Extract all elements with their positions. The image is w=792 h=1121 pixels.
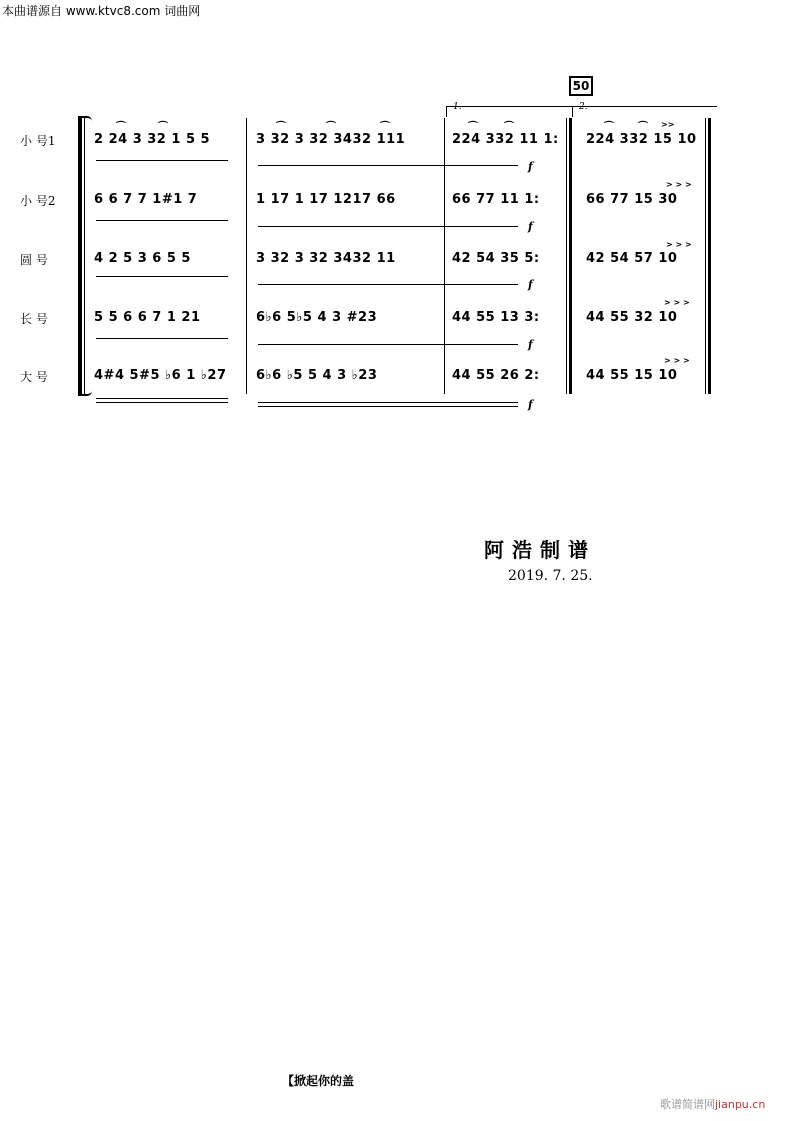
accent-icon: > > > <box>664 356 690 365</box>
dynamic-mark: f <box>528 398 533 411</box>
staff3-measure4: 42 54 57 10 <box>586 251 678 266</box>
volta-first: 1. <box>446 106 575 117</box>
footer-song-title: 【掀起你的盖 <box>282 1074 355 1088</box>
dynamic-mark: f <box>528 160 533 173</box>
staff4-measure3: 44 55 13 3: <box>452 310 540 325</box>
barline-final <box>705 118 706 394</box>
staff5-measure3: 44 55 26 2: <box>452 368 540 383</box>
staff2-measure2: 1 17 1 17 1217 66 <box>256 192 396 207</box>
barline-final-thick <box>708 118 711 394</box>
hairpin-line <box>258 284 518 285</box>
hairpin-line <box>96 402 228 403</box>
staff1-measure2: 3 32 3 32 3432 111 <box>256 132 406 147</box>
staff5-measure2: 6♭6 ♭5 5 4 3 ♭23 <box>256 368 378 383</box>
rehearsal-mark: 50 <box>569 76 593 96</box>
staff2-measure1: 6 6 7 7 1#1 7 <box>94 192 198 207</box>
instrument-label-tuba: 大 号 <box>20 370 48 384</box>
instrument-label-trumpet2: 小 号2 <box>20 194 56 208</box>
accent-icon: > > > <box>664 298 690 307</box>
watermark-bottom <box>660 1096 765 1112</box>
bracket-cap-top <box>78 116 92 121</box>
staff4-measure1: 5 5 6 6 7 1 21 <box>94 310 201 325</box>
staff1-measure3: 224 332 11 1: <box>452 132 559 147</box>
staff3-measure1: 4 2 5 3 6 5 5 <box>94 251 191 266</box>
hairpin-line <box>96 220 228 221</box>
hairpin-line <box>258 165 518 166</box>
fermata-icon: ⌒ <box>158 122 168 133</box>
staff4-measure4: 44 55 32 10 <box>586 310 678 325</box>
hairpin-line <box>96 398 228 399</box>
barline <box>444 118 445 394</box>
staff2-measure3: 66 77 11 1: <box>452 192 540 207</box>
fermata-icon: ⌒ <box>468 122 478 133</box>
arranger-credit: 阿浩制谱 <box>484 538 596 562</box>
instrument-label-trombone: 长 号 <box>20 312 48 326</box>
staff3-measure2: 3 32 3 32 3432 11 <box>256 251 396 266</box>
volta-second: 2. <box>572 106 717 117</box>
instrument-label-horn: 圆 号 <box>20 253 48 267</box>
staff1-measure1: 2 24 3 32 1 5 5 <box>94 132 211 147</box>
hairpin-line <box>96 338 228 339</box>
instrument-label-trumpet1: 小 号1 <box>20 134 56 148</box>
fermata-icon: ⌒ <box>380 122 390 133</box>
staff1-measure4: 224 332 15 10 <box>586 132 697 147</box>
barline <box>246 118 247 394</box>
hairpin-line <box>96 160 228 161</box>
staff3-measure3: 42 54 35 5: <box>452 251 540 266</box>
watermark-bottom-label: 歌谱简谱网 <box>660 1098 715 1111</box>
watermark-top: 本曲谱源自 www.ktvc8.com 词曲网 <box>2 4 201 18</box>
staff5-measure4: 44 55 15 10 <box>586 368 678 383</box>
hairpin-line <box>258 406 518 407</box>
fermata-icon: ⌒ <box>276 122 286 133</box>
fermata-icon: ⌒ <box>504 122 514 133</box>
dynamic-mark: f <box>528 220 533 233</box>
accent-icon: > > > <box>666 180 692 189</box>
barline-repeat-thick <box>569 118 572 394</box>
hairpin-line <box>258 226 518 227</box>
bracket-cap-bottom <box>78 391 92 396</box>
staff4-measure2: 6♭6 5♭5 4 3 #23 <box>256 310 378 325</box>
staff5-measure1: 4#4 5#5 ♭6 1 ♭27 <box>94 368 227 383</box>
date: 2019. 7. 25. <box>508 568 593 584</box>
hairpin-line <box>258 402 518 403</box>
barline-repeat <box>566 118 567 394</box>
staff2-measure4: 66 77 15 30 <box>586 192 678 207</box>
hairpin-line <box>96 276 228 277</box>
dynamic-mark: f <box>528 278 533 291</box>
fermata-icon: ⌒ <box>116 122 126 133</box>
fermata-icon: ⌒ <box>604 122 614 133</box>
fermata-icon: ⌒ <box>326 122 336 133</box>
accent-icon: > > > <box>666 240 692 249</box>
fermata-icon: ⌒ <box>638 122 648 133</box>
watermark-bottom-url: jianpu.cn <box>715 1098 766 1111</box>
hairpin-line <box>258 344 518 345</box>
accent-icon: >> <box>661 120 675 129</box>
system-bracket-inner <box>84 118 85 394</box>
dynamic-mark: f <box>528 338 533 351</box>
